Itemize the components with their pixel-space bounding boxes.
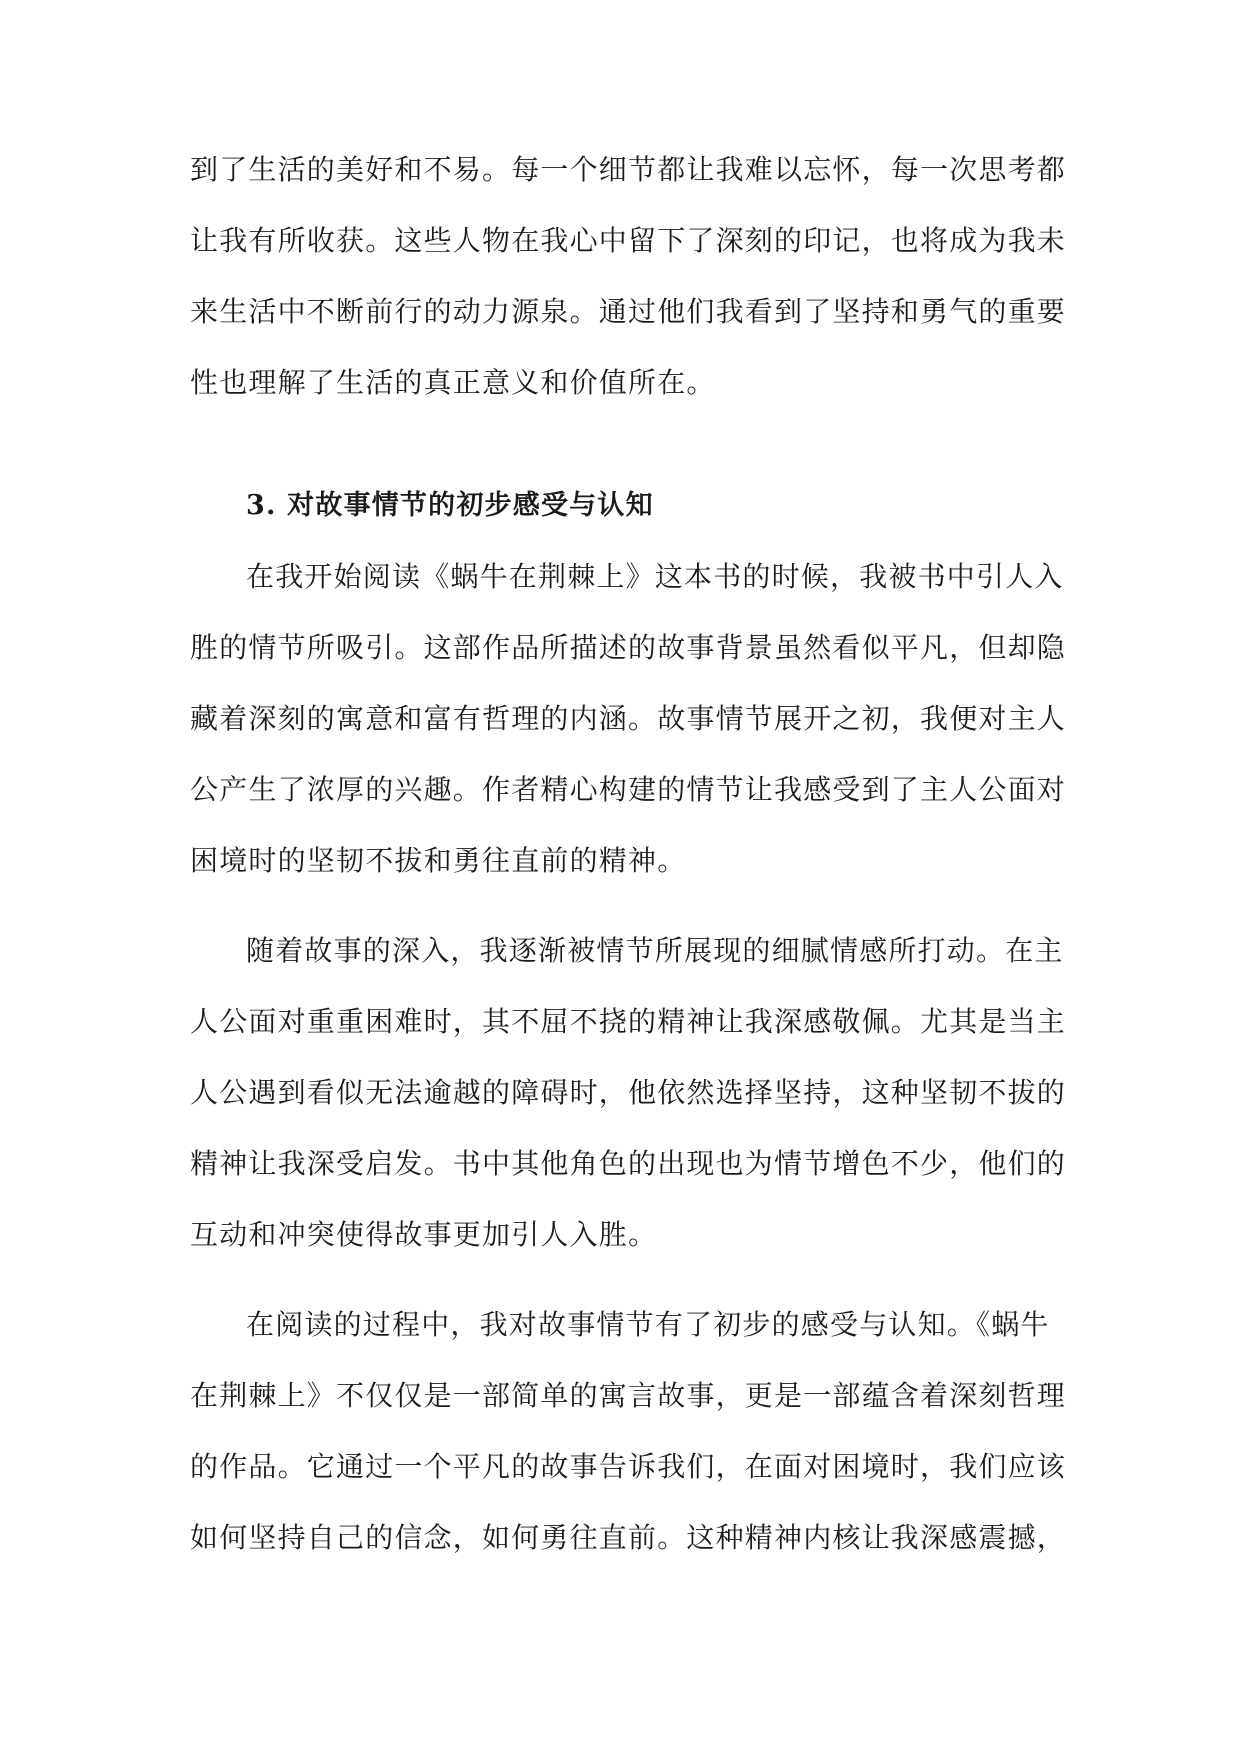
paragraph-line: 到了生活的美好和不易。每一个细节都让我难以忘怀，每一次思考都: [190, 153, 1067, 186]
paragraph-line: 胜的情节所吸引。这部作品所描述的故事背景虽然看似平凡，但却隐: [190, 631, 1067, 664]
paragraph-line: 在我开始阅读《蜗牛在荆棘上》这本书的时候，我被书中引人入: [246, 560, 1064, 593]
paragraph-line: 在荆棘上》不仅仅是一部简单的寓言故事，更是一部蕴含着深刻哲理: [190, 1379, 1067, 1412]
paragraph-line: 公产生了浓厚的兴趣。作者精心构建的情节让我感受到了主人公面对: [190, 773, 1067, 806]
paragraph-line: 性也理解了生活的真正意义和价值所在。: [190, 366, 716, 399]
paragraph-line: 互动和冲突使得故事更加引人入胜。: [190, 1218, 658, 1251]
paragraph-line: 如何坚持自己的信念，如何勇往直前。这种精神内核让我深感震撼，: [190, 1521, 1067, 1554]
paragraph-line: 藏着深刻的寓意和富有哲理的内涵。故事情节展开之初，我便对主人: [190, 702, 1067, 735]
paragraph-line: 人公遇到看似无法逾越的障碍时，他依然选择坚持，这种坚韧不拔的: [190, 1076, 1067, 1109]
paragraph-line: 在阅读的过程中，我对故事情节有了初步的感受与认知。《蜗牛: [246, 1308, 1050, 1341]
paragraph-line: 让我有所收获。这些人物在我心中留下了深刻的印记，也将成为我未: [190, 224, 1067, 257]
paragraph-line: 的作品。它通过一个平凡的故事告诉我们，在面对困境时，我们应该: [190, 1450, 1067, 1483]
paragraph-line: 来生活中不断前行的动力源泉。通过他们我看到了坚持和勇气的重要: [190, 295, 1067, 328]
paragraph-line: 困境时的坚韧不拔和勇往直前的精神。: [190, 844, 687, 877]
paragraph-line: 随着故事的深入，我逐渐被情节所展现的细腻情感所打动。在主: [246, 934, 1064, 967]
paragraph-line: 精神让我深受启发。书中其他角色的出现也为情节增色不少，他们的: [190, 1147, 1067, 1180]
paragraph-line: 人公面对重重困难时，其不屈不挠的精神让我深感敬佩。尤其是当主: [190, 1005, 1067, 1038]
section-heading: 3. 对故事情节的初步感受与认知: [246, 490, 654, 521]
